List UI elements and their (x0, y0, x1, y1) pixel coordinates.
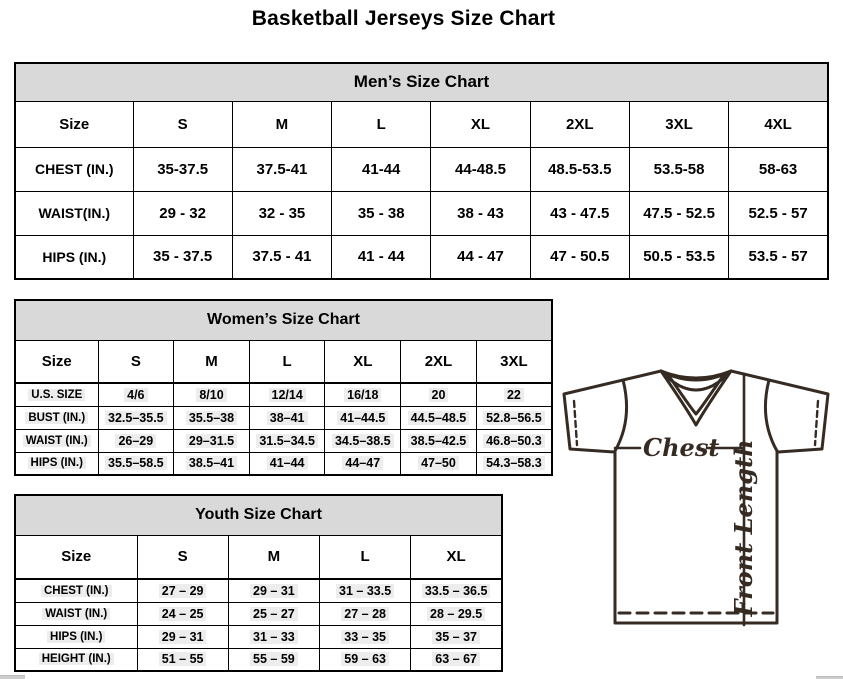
size-value-cell: 20 (401, 383, 477, 406)
size-value-cell: 58-63 (729, 147, 828, 191)
column-header: 2XL (401, 340, 477, 383)
table-row (15, 625, 502, 648)
table-title-band (15, 63, 828, 101)
column-header: S (137, 535, 228, 579)
size-value-cell: 35 – 37 (411, 625, 502, 648)
column-header: M (174, 340, 250, 383)
size-value-cell: 35.5–58.5 (98, 452, 174, 475)
size-value-cell: 8/10 (174, 383, 250, 406)
table-row (15, 602, 502, 625)
size-value-cell: 37.5 - 41 (232, 235, 331, 279)
size-value-cell: 54.3–58.3 (476, 452, 552, 475)
size-value-cell: 55 – 59 (228, 648, 319, 671)
size-value-cell: 35 - 37.5 (133, 235, 232, 279)
column-header: S (133, 101, 232, 147)
column-header: XL (411, 535, 502, 579)
size-value-cell: 22 (476, 383, 552, 406)
size-value-cell: 43 - 47.5 (530, 191, 629, 235)
size-value-cell: 16/18 (325, 383, 401, 406)
size-value-cell: 44-48.5 (431, 147, 530, 191)
size-value-cell: 38.5–42.5 (401, 429, 477, 452)
chest-label: Chest (643, 433, 720, 462)
size-value-cell: 47.5 - 52.5 (629, 191, 728, 235)
size-value-cell: 59 – 63 (320, 648, 411, 671)
womens-size-chart-table (14, 299, 553, 476)
column-header: M (232, 101, 331, 147)
size-value-cell: 41-44 (332, 147, 431, 191)
size-value-cell: 27 – 28 (320, 602, 411, 625)
size-value-cell: 31 – 33 (228, 625, 319, 648)
youth-size-chart-table (14, 494, 503, 672)
size-value-cell: 37.5-41 (232, 147, 331, 191)
column-header: L (332, 101, 431, 147)
size-value-cell: 33 – 35 (320, 625, 411, 648)
row-label: BUST (IN.) (15, 406, 98, 429)
size-value-cell: 26–29 (98, 429, 174, 452)
size-value-cell: 34.5–38.5 (325, 429, 401, 452)
column-header: Size (15, 101, 133, 147)
size-value-cell: 12/14 (249, 383, 325, 406)
table-title-band (15, 495, 502, 535)
page-title: Basketball Jerseys Size Chart (251, 7, 556, 30)
size-value-cell: 38–41 (249, 406, 325, 429)
row-label: CHEST (IN.) (15, 147, 133, 191)
size-value-cell: 47–50 (401, 452, 477, 475)
table-row (15, 452, 552, 475)
jersey-icon (556, 358, 843, 664)
mens-table-title: Men’s Size Chart (15, 63, 828, 101)
row-label: WAIST(IN.) (15, 191, 133, 235)
row-label: WAIST (IN.) (15, 429, 98, 452)
size-value-cell: 50.5 - 53.5 (629, 235, 728, 279)
column-header: L (320, 535, 411, 579)
size-value-cell: 63 – 67 (411, 648, 502, 671)
size-value-cell: 48.5-53.5 (530, 147, 629, 191)
size-value-cell: 24 – 25 (137, 602, 228, 625)
row-label: HIPS (IN.) (15, 452, 98, 475)
table-row (15, 191, 828, 235)
mens-size-chart-table (14, 62, 829, 280)
size-value-cell: 53.5-58 (629, 147, 728, 191)
size-value-cell: 32.5–35.5 (98, 406, 174, 429)
row-label: CHEST (IN.) (15, 579, 137, 602)
youth-table-title: Youth Size Chart (15, 495, 502, 535)
size-value-cell: 32 - 35 (232, 191, 331, 235)
size-value-cell: 35-37.5 (133, 147, 232, 191)
column-header: Size (15, 340, 98, 383)
size-value-cell: 52.5 - 57 (729, 191, 828, 235)
size-value-cell: 44–47 (325, 452, 401, 475)
column-header: XL (325, 340, 401, 383)
size-value-cell: 29–31.5 (174, 429, 250, 452)
size-value-cell: 46.8–50.3 (476, 429, 552, 452)
size-value-cell: 38.5–41 (174, 452, 250, 475)
table-row (15, 648, 502, 671)
row-label: U.S. SIZE (15, 383, 98, 406)
size-value-cell: 41–44.5 (325, 406, 401, 429)
column-header-row (15, 535, 502, 579)
size-value-cell: 29 – 31 (137, 625, 228, 648)
size-value-cell: 53.5 - 57 (729, 235, 828, 279)
column-header: M (228, 535, 319, 579)
womens-table-title: Women’s Size Chart (15, 300, 552, 340)
size-value-cell: 38 - 43 (431, 191, 530, 235)
row-label: HEIGHT (IN.) (15, 648, 137, 671)
size-value-cell: 28 – 29.5 (411, 602, 502, 625)
column-header: L (249, 340, 325, 383)
column-header: 3XL (629, 101, 728, 147)
size-value-cell: 27 – 29 (137, 579, 228, 602)
size-value-cell: 41–44 (249, 452, 325, 475)
jersey-measurement-diagram (556, 358, 843, 664)
size-value-cell: 29 – 31 (228, 579, 319, 602)
size-value-cell: 31.5–34.5 (249, 429, 325, 452)
size-value-cell: 51 – 55 (137, 648, 228, 671)
column-header: Size (15, 535, 137, 579)
size-value-cell: 29 - 32 (133, 191, 232, 235)
size-value-cell: 35 - 38 (332, 191, 431, 235)
size-value-cell: 47 - 50.5 (530, 235, 629, 279)
size-value-cell: 31 – 33.5 (320, 579, 411, 602)
row-label: WAIST (IN.) (15, 602, 137, 625)
table-row (15, 406, 552, 429)
size-value-cell: 4/6 (98, 383, 174, 406)
size-value-cell: 25 – 27 (228, 602, 319, 625)
table-title-band (15, 300, 552, 340)
column-header: 3XL (476, 340, 552, 383)
row-label: HIPS (IN.) (15, 625, 137, 648)
row-label: HIPS (IN.) (15, 235, 133, 279)
column-header: S (98, 340, 174, 383)
size-value-cell: 41 - 44 (332, 235, 431, 279)
size-value-cell: 33.5 – 36.5 (411, 579, 502, 602)
size-value-cell: 52.8–56.5 (476, 406, 552, 429)
column-header: 4XL (729, 101, 828, 147)
column-header-row (15, 340, 552, 383)
horizontal-scrollbar-fragment-left[interactable] (0, 675, 25, 679)
column-header: 2XL (530, 101, 629, 147)
table-row (15, 579, 502, 602)
size-value-cell: 44.5–48.5 (401, 406, 477, 429)
front-length-label: Front Length (729, 439, 758, 617)
column-header-row (15, 101, 828, 147)
table-row (15, 235, 828, 279)
size-value-cell: 35.5–38 (174, 406, 250, 429)
size-value-cell: 44 - 47 (431, 235, 530, 279)
table-row (15, 147, 828, 191)
column-header: XL (431, 101, 530, 147)
table-row (15, 383, 552, 406)
table-row (15, 429, 552, 452)
jersey-outline (564, 371, 828, 623)
